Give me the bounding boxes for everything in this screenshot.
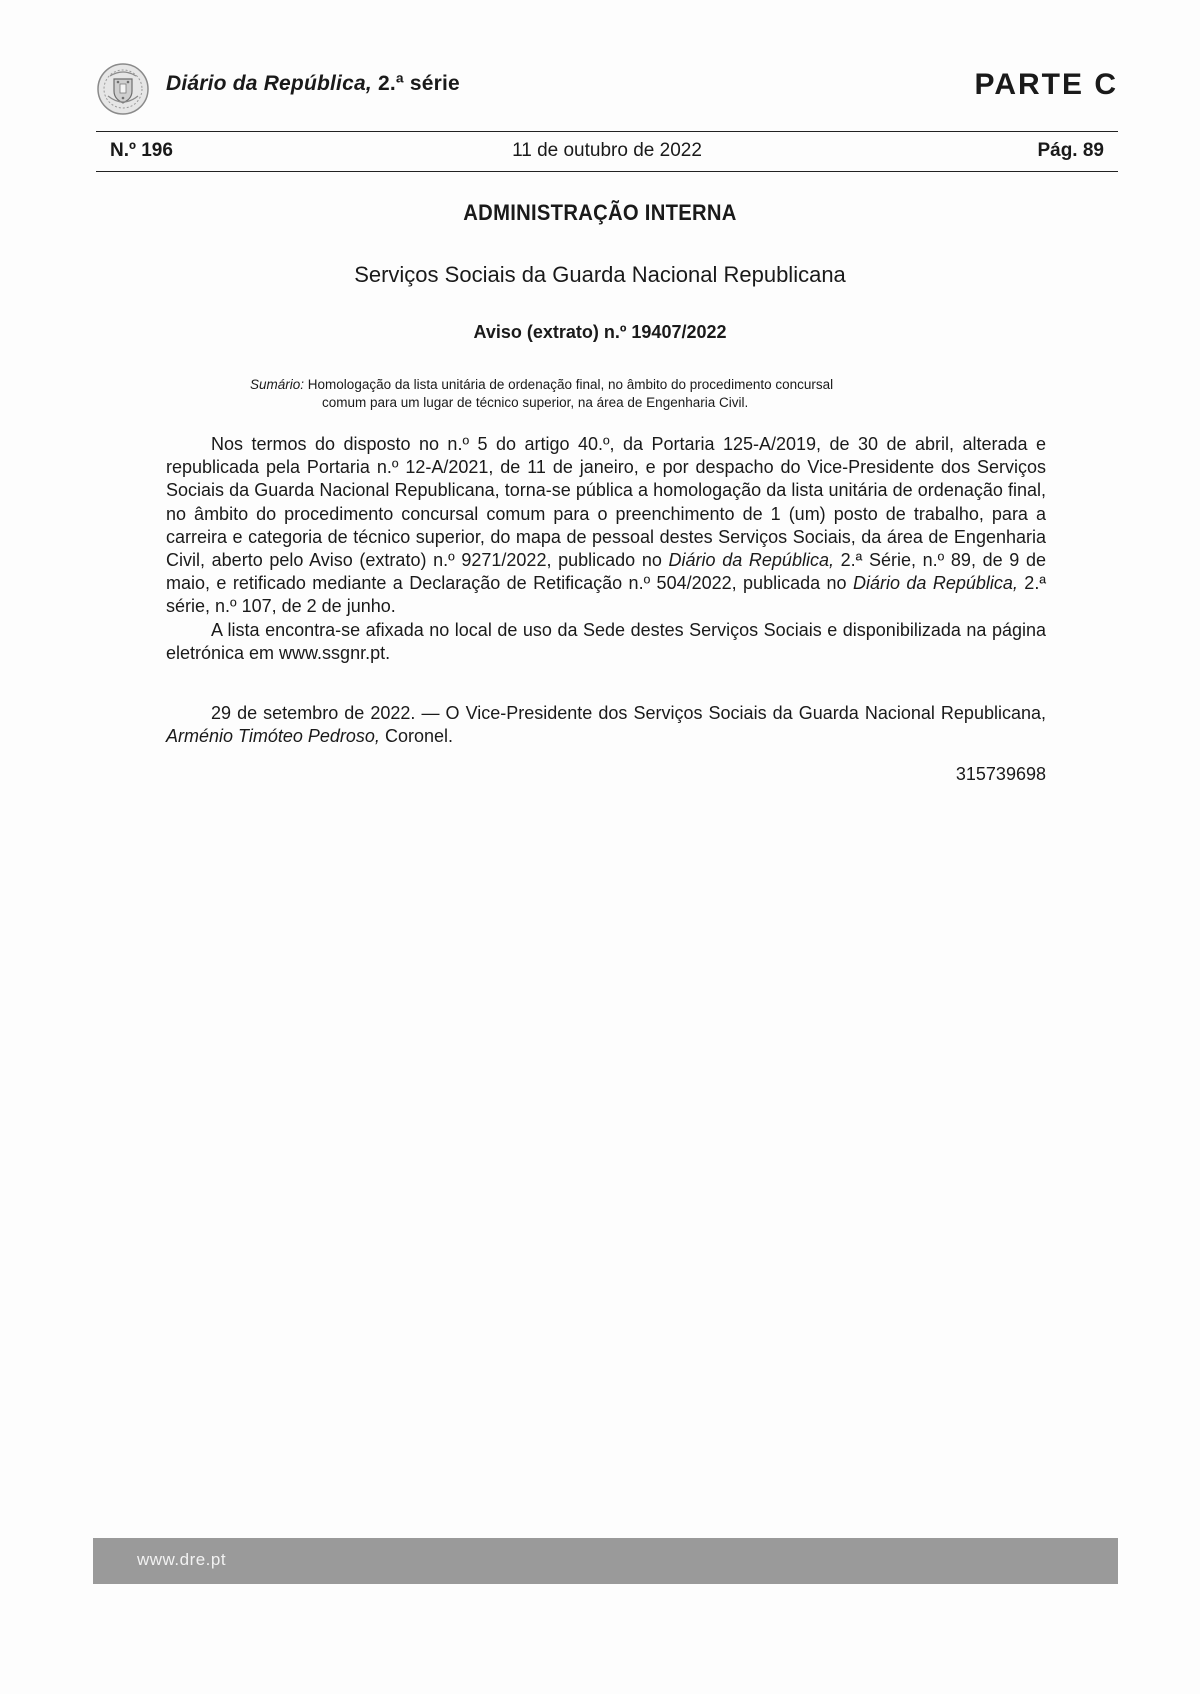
issue-number: N.º 196 <box>110 140 173 161</box>
coat-of-arms-seal-icon <box>96 62 150 116</box>
summary-line-1: Homologação da lista unitária de ordenação final, no âmbito do procedimento concursal <box>307 377 834 392</box>
para1-text-b: 2.ª Série, n.º 89, de 9 de maio, e retificado mediante a Declaração de Retificação n.º 504/2022, publicada no <box>166 550 1046 594</box>
para1-text-c: 2.ª série, n.º 107, de 2 de junho. <box>166 573 1046 617</box>
body-paragraph-1 <box>166 433 1046 619</box>
signature-date-role: 29 de setembro de 2022. — O Vice-Presidente dos Serviços Sociais da Guarda Nacional Republicana, <box>211 703 1046 723</box>
journal-title <box>166 72 460 96</box>
page-number: Pág. 89 <box>1037 140 1104 161</box>
header-rule-bottom <box>96 171 1118 172</box>
signatory-name: Arménio Timóteo Pedroso, <box>166 726 380 747</box>
signatory-rank: Coronel. <box>379 726 453 747</box>
journal-header <box>96 62 1118 118</box>
reference-code: 315739698 <box>955 764 1046 784</box>
summary-line-2: comum para um lugar de técnico superior, na área de Engenharia Civil. <box>322 395 749 410</box>
journal-series: 2.ª série <box>377 72 460 95</box>
notice-title: Aviso (extrato) n.º 19407/2022 <box>473 322 727 342</box>
journal-name: Diário da República, <box>166 72 372 95</box>
body-paragraph-2: A lista encontra-se afixada no local de uso da Sede destes Serviços Sociais e disponibilizada na página eletrónica em www.ssgnr.pt. <box>166 619 1046 663</box>
issue-meta-bar <box>96 140 1118 166</box>
ministry-heading: ADMINISTRAÇÃO INTERNA <box>463 200 737 225</box>
signature-paragraph <box>166 702 1046 748</box>
signature-block <box>166 702 1046 748</box>
header-rule-top <box>96 131 1118 132</box>
footer-bar <box>93 1538 1118 1584</box>
footer-url-link[interactable]: www.dre.pt <box>137 1550 227 1569</box>
para1-italic-a: Diário da República, <box>668 550 834 571</box>
summary-block <box>250 376 970 412</box>
notice-body <box>166 433 1046 665</box>
para1-text-a: Nos termos do disposto no n.º 5 do artigo 40.º, da Portaria 125-A/2019, de 30 de abril, alterada e republicada pela Portaria n.º 12-A/2021, de 11 de janeiro, e por despacho do Vice-Presidente dos Serviços Sociais da Guarda Nacional Republicana, torna-se pública a homologação da lista unitária de ordenação final, no âmbito do procedimento concursal comum para o preenchimento de 1 (um) posto de trabalho, para a carreira e categoria de técnico superior, do mapa de pessoal destes Serviços Sociais, da área de Engenharia Civil, aberto pelo Aviso (extrato) n.º 9271/2022, publicado no <box>166 434 1046 571</box>
para1-italic-b: Diário da República, <box>852 573 1018 594</box>
summary-label: Sumário: <box>250 377 305 392</box>
part-label: PARTE C <box>974 68 1118 101</box>
issue-date: 11 de outubro de 2022 <box>512 140 702 161</box>
organism-heading: Serviços Sociais da Guarda Nacional Republicana <box>354 262 846 287</box>
